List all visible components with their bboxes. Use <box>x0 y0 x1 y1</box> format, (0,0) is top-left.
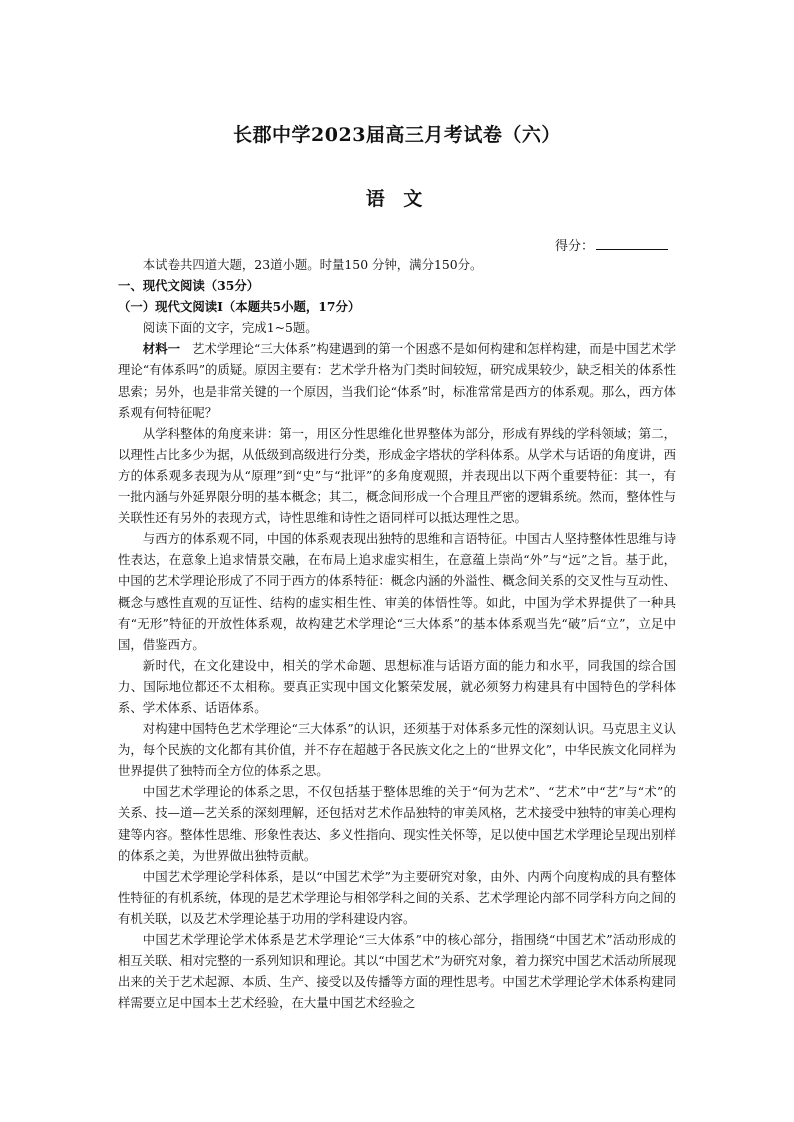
score-blank <box>596 237 668 250</box>
material-paragraph: 与西方的体系观不同，中国的体系观表现出独特的思维和言语特征。中国古人坚持整体性思维与诗性表达，在意象上追求情景交融，在布局上追求虚实相生，在意蕴上崇尚“外”与“远”之旨。基于此，中国的艺术学理论形成了不同于西方的体系特征：概念内涵的外溢性、概念间关系的交叉性与互动性、概念与感性直观的互证性、结构的虚实相生性、审美的体悟性等。如此，中国为学术界提供了一种具有“无形”特征的开放性体系观，故构建艺术学理论“三大体系”的基本体系观当先“破”后“立”，立足中国，借鉴西方。 <box>118 531 676 652</box>
material-paragraph: 中国艺术学理论学术体系是艺术学理论“三大体系”中的核心部分，指围绕“中国艺术”活动形成的相互关联、相对完整的一系列知识和理论。其以“中国艺术”为研究对象，着力探究中国艺术活动所展现出来的关于艺术起源、本质、生产、接受以及传播等方面的理性思考。中国艺术学理论学术体系构建同样需要立足中国本土艺术经验，在大量中国艺术经验之 <box>118 932 676 1011</box>
part-1-title: （一）现代文阅读Ⅰ（本题共5小题，17分） <box>118 299 361 315</box>
material-paragraph: 中国艺术学理论的体系之思，不仅包括基于整体思维的关于“何为艺术”、“艺术”中“艺”与“术”的关系、技—道—艺关系的深刻理解，还包括对艺术作品独特的审美风格，艺术接受中独特的审美心理构建等内容。整体性思维、形象性表达、多义性指向、现实性关怀等，足以使中国艺术学理论呈现出别样的体系之美，为世界做出独特贡献。 <box>118 784 676 863</box>
reading-instruction: 阅读下面的文字，完成1~5题。 <box>142 320 318 336</box>
material-paragraph-text: 艺术学理论“三大体系”构建遇到的第一个困惑不是如何构建和怎样构建，而是中国艺术学理论“有体系吗”的质疑。原因主要有：艺术学升格为门类时间较短，研究成果较少，缺乏相关的体系性思索；另外，也是非常关键的一个原因，当我们论“体系”时，标准常常是西方的体系观。那么，西方体系观有何特征呢？ <box>118 341 677 420</box>
exam-intro: 本试卷共四道大题，23道小题。时量150 分钟，满分150分。 <box>142 257 483 272</box>
exam-title: 长郡中学2023届高三月考试卷（六） <box>233 124 561 146</box>
score-field <box>555 235 668 254</box>
subject-title: 语 文 <box>365 188 429 210</box>
exam-body <box>118 254 676 1013</box>
material-paragraph: 中国艺术学理论学科体系，是以“中国艺术学”为主要研究对象，由外、内两个向度构成的具有整体性特征的有机系统，体现的是艺术学理论与相邻学科之间的关系、艺术学理论内部不同学科方向之间的有机关联，以及艺术学理论基于功用的学科建设内容。 <box>118 868 676 926</box>
material-paragraph: 新时代，在文化建设中，相关的学术命题、思想标准与话语方面的能力和水平，同我国的综合国力、国际地位都还不太相称。要真正实现中国文化繁荣发展，就必须努力构建具有中国特色的学科体系、学术体系、话语体系。 <box>118 657 676 715</box>
material-paragraph <box>118 338 676 422</box>
material-label: 材料一 <box>142 341 181 357</box>
score-label: 得分： <box>555 239 595 254</box>
section-1-title: 一、现代文阅读（35分） <box>118 278 260 294</box>
material-paragraph: 从学科整体的角度来讲：第一，用区分性思维化世界整体为部分，形成有界线的学科领域；第二，以理性占比多少为据，从低级到高级进行分类，形成金字塔状的学科体系。从学术与话语的角度讲，西方的体系观多表现为从“原理”到“史”与“批评”的多角度观照，并表现出以下两个重要特征：其一，有一批内涵与外延界限分明的基本概念；其二，概念间形成一个合理且严密的逻辑系统。然而，整体性与关联性还有另外的表现方式，诗性思维和诗性之语同样可以抵达理性之思。 <box>118 425 676 526</box>
material-paragraph: 对构建中国特色艺术学理论“三大体系”的认识，还须基于对体系多元性的深刻认识。马克思主义认为，每个民族的文化都有其价值，并不存在超越于各民族文化之上的“世界文化”，中华民族文化同样为世界提供了独特而全方位的体系之思。 <box>118 721 676 779</box>
